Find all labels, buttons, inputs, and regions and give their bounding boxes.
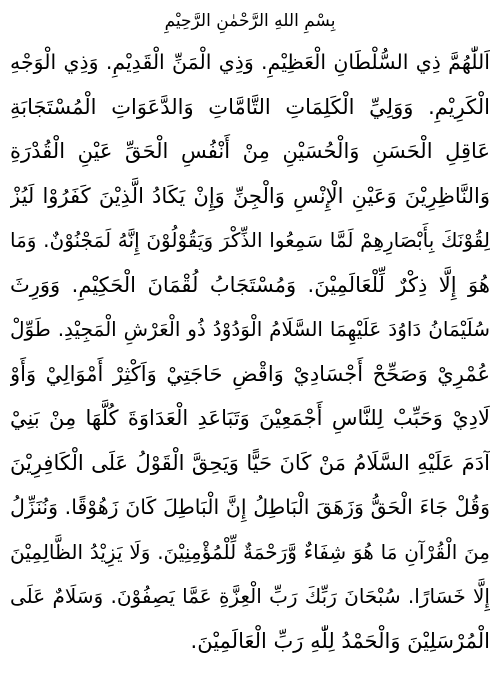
text-line: سُلَيْمَانُ دَاوُدَ عَلَيْهِمَا السَّلَامُ الْوَدُوْدُ ذُو الْعَرْشِ الْمَجِيْدِ. طَوِّلْ [10, 317, 490, 341]
text-line: إِلَّا خَسَارًا. سُبْحَانَ رَبِّكَ رَبِّ الْعِزَّةِ عَمَّا يَصِفُوْنَ. وَسَلَامٌ عَلَى [10, 584, 490, 608]
text-line: عُمْرِيْ وَصَحِّحْ أَجْسَادِيْ وَاقْضِ حَاجَتِيْ وَاَكْثِرْ أَمْوَالِيْ وَأَوْ [10, 361, 490, 386]
text-line: مِنَ الْقُرْآنِ مَا هُوَ شِفَاءٌ وَّرَحْمَةٌ لِّلْمُؤْمِنِيْنَ. وَلَا يَزِيْدُ الظَّالِمِيْنَ [10, 539, 490, 564]
text-line: وَالنَّاظِرِيْنَ وَعَيْنِ الْإِنْسِ وَالْجِنِّ وَإِنْ يَكَادُ الَّذِيْنَ كَفَرُوْا لَيُزْ [10, 183, 490, 208]
text-line: اَللّٰهُمَّ ذِي السُّلْطَانِ الْعَظِيْمِ. وَذِي الْمَنِّ الْقَدِيْمِ. وَذِي الْوَجْهِ [10, 50, 490, 74]
text-line: الْمُرْسَلِيْنَ وَالْحَمْدُ لِلّٰهِ رَبِّ الْعَالَمِيْنَ. [190, 628, 490, 653]
text-line: هُوَ إِلَّا ذِكْرٌ لِّلْعَالَمِيْنَ. وَمُسْتَجَابُ لُقْمَانَ الْحَكِيْمِ. وَوَرِثَ [10, 272, 490, 297]
text-line: وَقُلْ جَاءَ الْحَقُّ وَزَهَقَ الْبَاطِلُ إِنَّ الْبَاطِلَ كَانَ زَهُوْقًا. وَنُنَزِّلُ [10, 495, 490, 519]
text-line: آدَمَ عَلَيْهِ السَّلَامُ مَنْ كَانَ حَيًّا وَيَحِقَّ الْقَوْلُ عَلَى الْكَافِرِيْنَ [10, 450, 490, 475]
text-line: لَادِيْ وَحَبِّبْ لِلنَّاسِ أَجْمَعِيْنَ وَتَبَاعَدِ الْعَدَاوَةَ كُلَّهَا مِنْ بَنِيْ [10, 406, 490, 430]
text-line: لِقُوْنَكَ بِأَبْصَارِهِمْ لَمَّا سَمِعُوا الذِّكْرَ وَيَقُوْلُوْنَ إِنَّهُ لَمَجْنُوْنٌ. وَمَا [10, 228, 490, 252]
prayer-text [10, 40, 490, 663]
text-line: الْكَرِيْمِ. وَوَلِيِّ الْكَلِمَاتِ التَّامَّاتِ وَالدَّعَوَاتِ الْمُسْتَجَابَةِ [10, 94, 490, 119]
basmala-heading: بِسْمِ اللهِ الرَّحْمٰنِ الرَّحِيْمِ [164, 11, 336, 31]
text-line: عَاقِلِ الْحَسَنِ وَالْحُسَيْنِ مِنْ أَنْفُسِ الْحَقِّ عَيْنِ الْقُدْرَةِ [10, 139, 490, 163]
